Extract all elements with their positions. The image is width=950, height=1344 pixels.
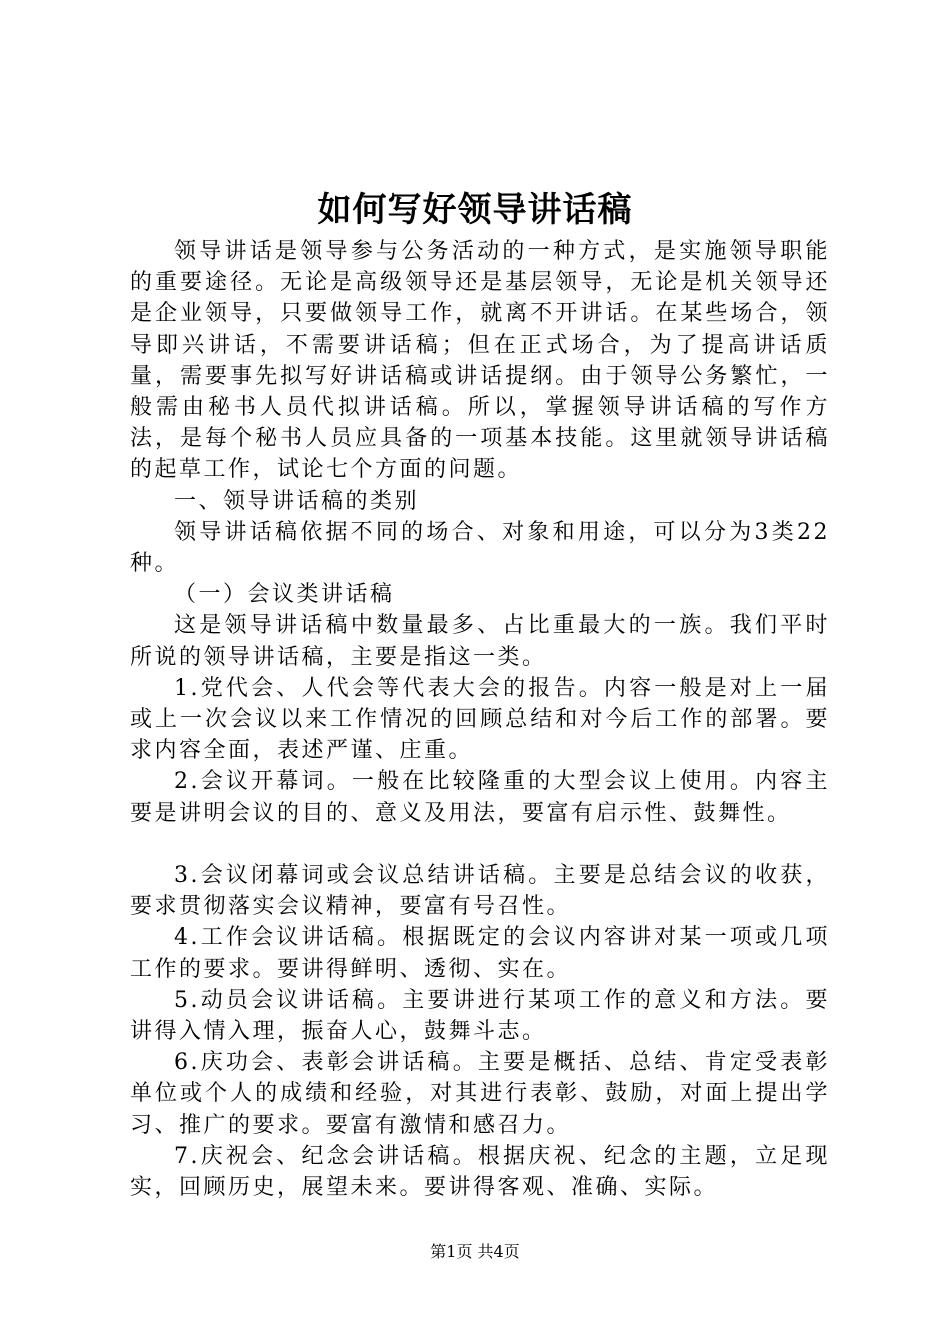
list-item-3: 3.会议闭幕词或会议总结讲话稿。主要是总结会议的收获，要求贯彻落实会议精神，要富有号召性。 — [130, 863, 830, 920]
document-title: 如何写好领导讲话稿 — [317, 190, 633, 230]
paragraph-categories: 领导讲话稿依据不同的场合、对象和用途，可以分为3类22种。 — [130, 519, 830, 577]
list-item-1: 1.党代会、人代会等代表大会的报告。内容一般是对上一届或上一次会议以来工作情况的回顾总结和对今后工作的部署。要求内容全面，表述严谨、庄重。 — [130, 675, 830, 764]
list-item-2: 2.会议开幕词。一般在比较隆重的大型会议上使用。内容主要是讲明会议的目的、意义及用法，要富有启示性、鼓舞性。 — [130, 769, 830, 826]
paragraph-intro: 领导讲话是领导参与公务活动的一种方式，是实施领导职能的重要途径。无论是高级领导还是基层领导，无论是机关领导还是企业领导，只要做领导工作，就离不开讲话。在某些场合，领导即兴讲话，不需要讲话稿；但在正式场合，为了提高讲话质量，需要事先拟写好讲话稿或讲话提纲。由于领导公务繁忙，一般需由秘书人员代拟讲话稿。所以，掌握领导讲话稿的写作方法，是每个秘书人员应具备的一项基本技能。这里就领导讲话稿的起草工作，试论七个方面的问题。 — [130, 239, 830, 483]
section-heading-1: 一、领导讲话稿的类别 — [174, 488, 420, 514]
list-item-6: 6.庆功会、表彰会讲话稿。主要是概括、总结、肯定受表彰单位或个人的成绩和经验，对其进行表彰、鼓励，对面上提出学习、推广的要求。要富有激情和感召力。 — [130, 1050, 830, 1138]
paragraph-meeting-intro: 这是领导讲话稿中数量最多、占比重最大的一族。我们平时所说的领导讲话稿，主要是指这一类。 — [130, 613, 830, 670]
list-item-4: 4.工作会议讲话稿。根据既定的会议内容讲对某一项或几项工作的要求。要讲得鲜明、透彻、实在。 — [130, 925, 830, 982]
page-number-footer: 第1页 共4页 — [430, 1242, 520, 1261]
document-body — [130, 236, 830, 1203]
subsection-heading-meeting: （一）会议类讲话稿 — [174, 582, 395, 608]
list-item-7: 7.庆祝会、纪念会讲话稿。根据庆祝、纪念的主题，立足现实，回顾历史，展望未来。要讲得客观、准确、实际。 — [130, 1143, 830, 1201]
list-item-5: 5.动员会议讲话稿。主要讲进行某项工作的意义和方法。要讲得入情入理，振奋人心，鼓舞斗志。 — [130, 987, 830, 1045]
